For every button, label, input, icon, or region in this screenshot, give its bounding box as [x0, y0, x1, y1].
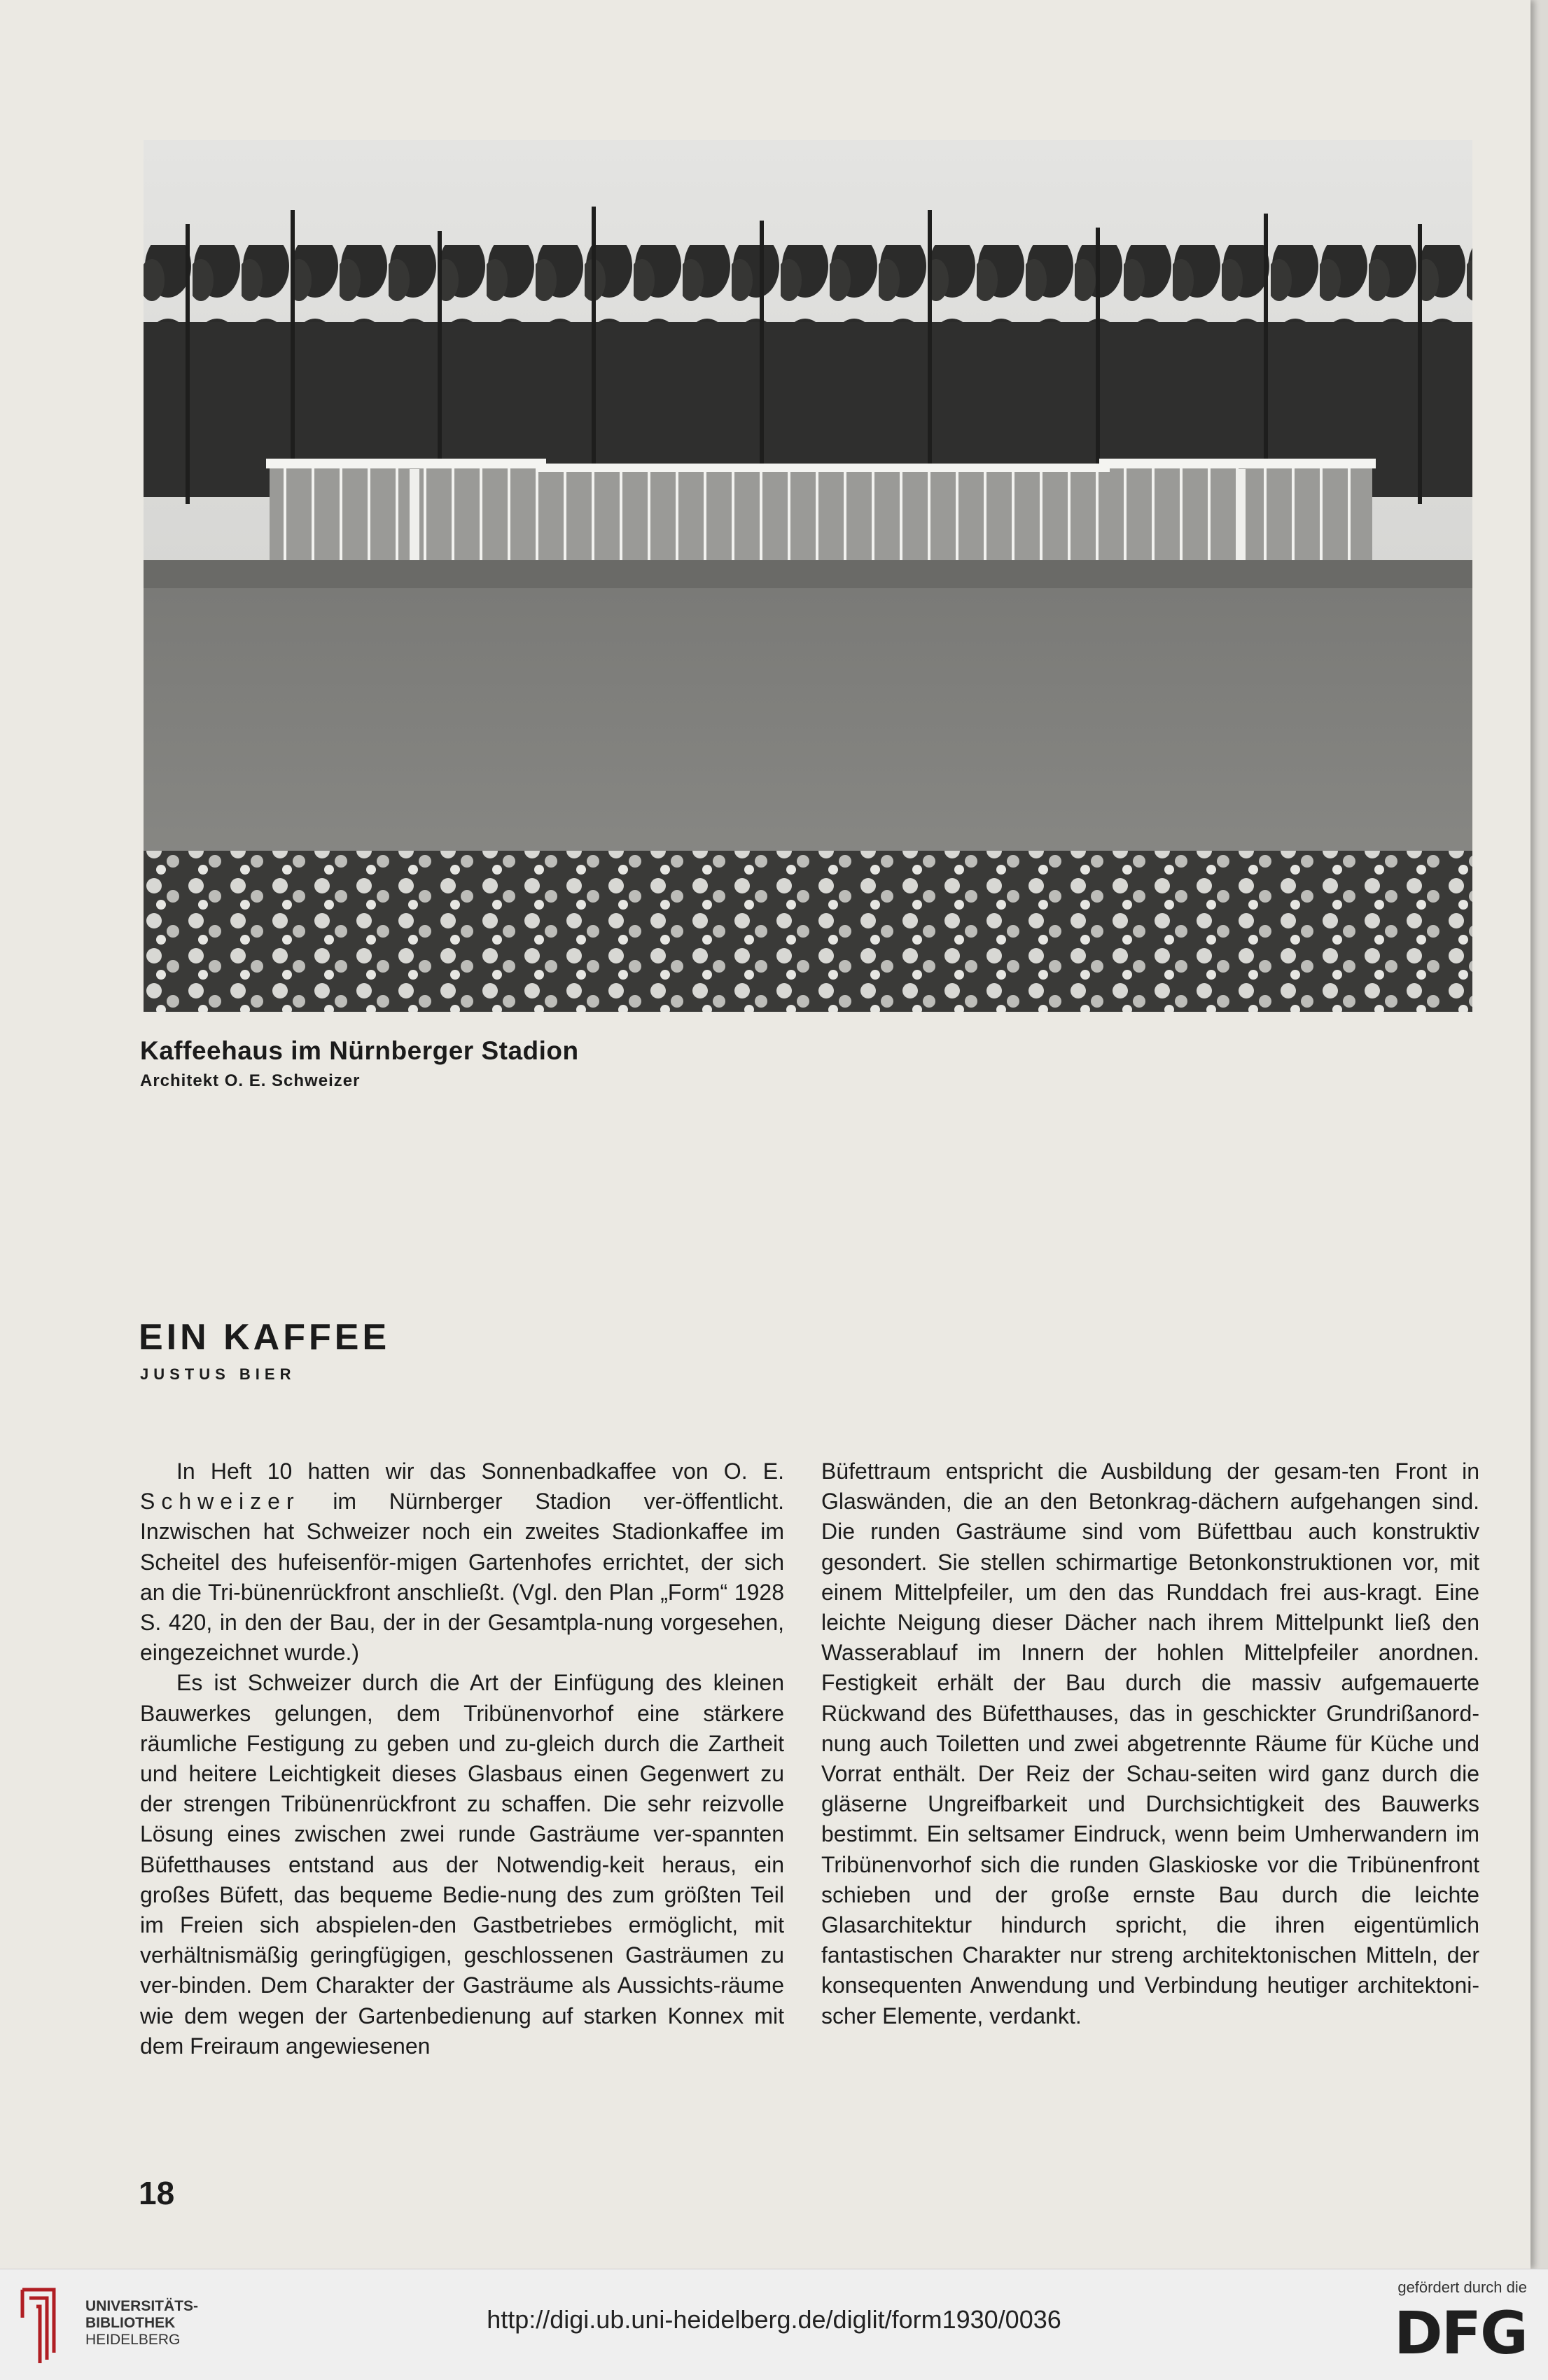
- paragraph-text: im Nürnberger Stadion ver-öffentlicht. Inzwischen hat Schweizer noch ein zweites Stadionkaffee im Scheitel des hufeisenför-migen Gartenhofes errichtet, der sich an die Tri-bünenrückfront anschließt. (Vgl. den Plan „Form“ 1928 S. 420, in den der Bau, der in der Gesamtpla-nung vorgesehen, eingezeichnet wurde.): [140, 1489, 784, 1666]
- photo-caption-subtitle: Architekt O. E. Schweizer: [140, 1071, 361, 1090]
- photo-caption-title: Kaffeehaus im Nürnberger Stadion: [140, 1036, 579, 1065]
- left-text-column: [140, 1456, 784, 2061]
- photo-illustration: [144, 140, 1472, 1012]
- paragraph: Büfettraum entspricht die Ausbildung der gesam-ten Front in Glaswänden, die an den Betonkrag-dächern aufgehangen sind. Die runden Gasträume sind vom Büfettbau auch konstruktiv gesondert. Sie stellen schirmartige Betonkonstruktionen vor, mit einem Mittelpfeiler, um den das Runddach frei aus-kragt. Eine leichte Neigung dieser Dächer nach ihrem Mittelpunkt ließ den Wasserablauf im Innern der hohlen Mittelpfeiler anordnen. Festigkeit erhält der Bau durch die massiv aufgemauerte Rückwand des Büfetthauses, das in geschickter Grundrißanord-nung auch Toiletten und zwei abgetrennte Räume für Küche und Vorrat enthält. Der Reiz der Schau-seiten wird ganz durch die gläserne Ungreifbarkeit und Durchsichtigkeit des Bauwerks bestimmt. Ein seltsamer Eindruck, wenn beim Umherwandern im Tribünenvorhof sich die runden Glaskioske vor die Tribünenfront schieben und der große ernste Bau durch die leichte Glasarchitektur hindurch spricht, die ihren eigentümlich fantastischen Charakter nur streng architektonischen Mitteln, der konsequenten Anwendung und Verbindung heutiger architektoni-scher Elemente, verdankt.: [821, 1459, 1479, 2028]
- paragraph: Es ist Schweizer durch die Art der Einfügung des kleinen Bauwerkes gelungen, dem Tribünenvorhof eine stärkere räumliche Festigung zu geben und zu-gleich durch die Zartheit und heitere Leichtigkeit dieses Glasbaus einen Gegenwert zu der strengen Tribünenrückfront zu schaffen. Die sehr reizvolle Lösung eines zwischen zwei runde Gasträume ver-spannten Büfetthauses entstand aus der Notwendig-keit heraus, ein großes Büfett, das bequeme Bedie-nung des zum größten Teil im Freien sich abspielen-den Gastbetriebes ermöglicht, mit verhältnismäßig geringfügigen, geschlossenen Gasträumen zu ver-binden. Dem Charakter der Gasträume als Aussichts-räume wie dem wegen der Gartenbedienung auf starken Konnex mit dem Freiraum angewiesenen: [140, 1670, 784, 2059]
- page-number: 18: [139, 2175, 175, 2211]
- article-title: EIN KAFFEE: [139, 1317, 391, 1358]
- dfg-logo: DFG: [1393, 2299, 1527, 2367]
- library-name-line: BIBLIOTHEK: [85, 2315, 176, 2331]
- architect-name: Schweizer: [140, 1489, 300, 1515]
- paragraph: [140, 1456, 784, 1668]
- library-name-line: UNIVERSITÄTS-: [85, 2298, 199, 2314]
- library-name-line: HEIDELBERG: [85, 2332, 181, 2348]
- funder-label: gefördert durch die: [1397, 2278, 1527, 2296]
- stadium-cafe-photo: [144, 140, 1472, 1012]
- paragraph-text: In Heft 10 hatten wir das Sonnenbadkaffee von O. E.: [176, 1459, 784, 1484]
- permalink-url[interactable]: http://digi.ub.uni-heidelberg.de/diglit/form1930/0036: [487, 2305, 1061, 2334]
- article-author: JUSTUS BIER: [140, 1365, 296, 1383]
- right-text-column: [821, 1456, 1479, 2031]
